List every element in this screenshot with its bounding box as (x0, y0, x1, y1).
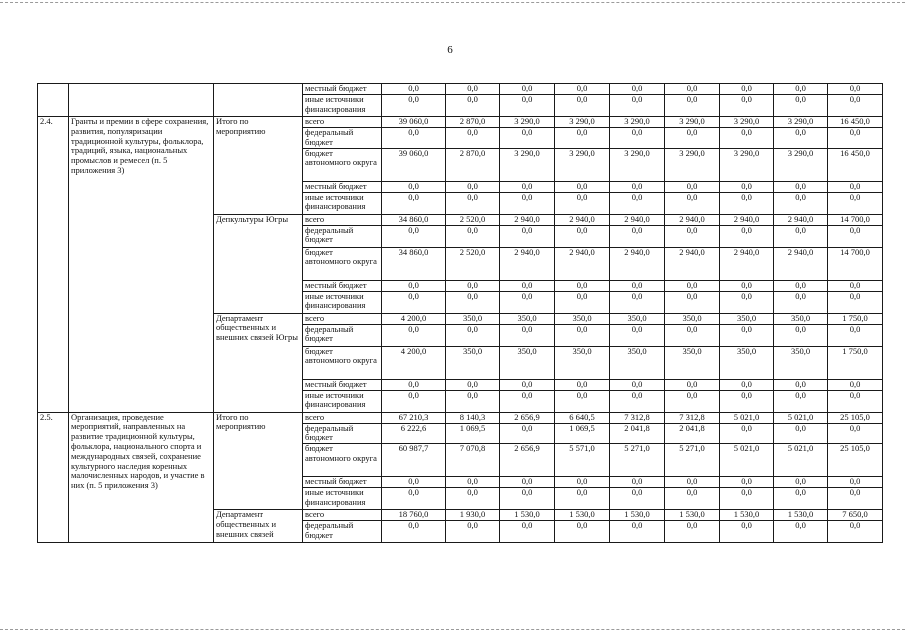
amount-cell: 0,0 (828, 84, 883, 95)
amount-cell: 2 656,9 (500, 444, 555, 477)
amount-cell: 0,0 (774, 84, 828, 95)
amount-cell: 0,0 (774, 128, 828, 149)
amount-cell: 350,0 (774, 313, 828, 324)
amount-cell: 5 021,0 (774, 444, 828, 477)
amount-cell: 5 021,0 (774, 412, 828, 423)
amount-cell: 2 870,0 (446, 148, 500, 181)
amount-cell: 67 210,3 (382, 412, 446, 423)
amount-cell: 0,0 (382, 225, 446, 247)
amount-cell: 0,0 (446, 95, 500, 117)
amount-cell: 0,0 (828, 128, 883, 149)
amount-cell: 0,0 (555, 95, 610, 117)
amount-cell: 0,0 (500, 95, 555, 117)
funding-source-cell: федеральный бюджет (303, 521, 382, 543)
amount-cell: 5 021,0 (720, 412, 774, 423)
amount-cell: 0,0 (555, 84, 610, 95)
amount-cell: 0,0 (610, 521, 665, 543)
funding-source-cell: иные источники финансирования (303, 488, 382, 510)
amount-cell: 0,0 (774, 379, 828, 390)
amount-cell: 0,0 (555, 477, 610, 488)
amount-cell: 0,0 (720, 225, 774, 247)
amount-cell: 4 200,0 (382, 346, 446, 379)
amount-cell: 0,0 (720, 390, 774, 412)
funding-source-cell: иные источники финансирования (303, 95, 382, 117)
table-row (38, 412, 883, 423)
amount-cell: 0,0 (774, 181, 828, 192)
amount-cell: 350,0 (774, 346, 828, 379)
amount-cell: 5 021,0 (720, 444, 774, 477)
amount-cell: 0,0 (774, 192, 828, 214)
amount-cell: 3 290,0 (665, 148, 720, 181)
amount-cell: 0,0 (774, 291, 828, 313)
amount-cell: 0,0 (610, 84, 665, 95)
amount-cell: 16 450,0 (828, 148, 883, 181)
amount-cell: 3 290,0 (665, 117, 720, 128)
amount-cell: 0,0 (610, 477, 665, 488)
amount-cell: 1 530,0 (555, 510, 610, 521)
amount-cell: 0,0 (446, 477, 500, 488)
amount-cell: 350,0 (500, 313, 555, 324)
amount-cell: 0,0 (500, 521, 555, 543)
amount-cell: 0,0 (446, 379, 500, 390)
amount-cell: 1 530,0 (720, 510, 774, 521)
amount-cell: 2 940,0 (665, 247, 720, 280)
amount-cell: 0,0 (720, 477, 774, 488)
amount-cell: 350,0 (610, 313, 665, 324)
amount-cell: 25 105,0 (828, 444, 883, 477)
amount-cell: 0,0 (828, 95, 883, 117)
amount-cell: 0,0 (665, 324, 720, 346)
funding-source-cell: местный бюджет (303, 181, 382, 192)
funding-source-cell: местный бюджет (303, 84, 382, 95)
amount-cell: 0,0 (665, 181, 720, 192)
amount-cell: 0,0 (446, 488, 500, 510)
funding-source-cell: федеральный бюджет (303, 423, 382, 444)
item-number-cell: 2.5. (38, 412, 69, 543)
amount-cell: 16 450,0 (828, 117, 883, 128)
item-number-cell: 2.4. (38, 117, 69, 413)
amount-cell: 0,0 (828, 423, 883, 444)
amount-cell: 2 940,0 (774, 214, 828, 225)
amount-cell: 0,0 (446, 128, 500, 149)
amount-cell: 0,0 (555, 181, 610, 192)
amount-cell: 350,0 (665, 313, 720, 324)
funding-source-cell: бюджет автономного округа (303, 247, 382, 280)
amount-cell: 4 200,0 (382, 313, 446, 324)
amount-cell: 0,0 (555, 128, 610, 149)
amount-cell: 7 650,0 (828, 510, 883, 521)
amount-cell: 1 530,0 (774, 510, 828, 521)
amount-cell: 0,0 (774, 225, 828, 247)
amount-cell: 0,0 (610, 324, 665, 346)
amount-cell: 14 700,0 (828, 247, 883, 280)
amount-cell: 3 290,0 (610, 148, 665, 181)
amount-cell: 0,0 (720, 324, 774, 346)
amount-cell: 0,0 (446, 225, 500, 247)
amount-cell: 1 750,0 (828, 313, 883, 324)
executor-cell: Департамент общественных и внешних связей Югры (214, 313, 303, 412)
amount-cell: 350,0 (610, 346, 665, 379)
amount-cell: 0,0 (610, 95, 665, 117)
funding-source-cell: местный бюджет (303, 280, 382, 291)
scan-edge-top (0, 2, 905, 3)
amount-cell: 0,0 (665, 84, 720, 95)
amount-cell: 1 069,5 (555, 423, 610, 444)
amount-cell: 0,0 (665, 291, 720, 313)
funding-source-cell: бюджет автономного округа (303, 444, 382, 477)
executor-cell: Итого по мероприятию (214, 117, 303, 215)
amount-cell: 5 271,0 (610, 444, 665, 477)
amount-cell: 0,0 (500, 225, 555, 247)
amount-cell: 0,0 (382, 521, 446, 543)
amount-cell: 5 571,0 (555, 444, 610, 477)
amount-cell: 25 105,0 (828, 412, 883, 423)
amount-cell: 2 940,0 (720, 247, 774, 280)
amount-cell: 0,0 (500, 324, 555, 346)
amount-cell: 6 222,6 (382, 423, 446, 444)
amount-cell: 0,0 (382, 128, 446, 149)
amount-cell: 7 312,8 (610, 412, 665, 423)
amount-cell: 2 940,0 (720, 214, 774, 225)
amount-cell: 0,0 (774, 521, 828, 543)
amount-cell: 39 060,0 (382, 148, 446, 181)
funding-source-cell: федеральный бюджет (303, 324, 382, 346)
amount-cell: 0,0 (774, 280, 828, 291)
amount-cell: 0,0 (828, 280, 883, 291)
amount-cell: 2 041,8 (610, 423, 665, 444)
amount-cell: 60 987,7 (382, 444, 446, 477)
amount-cell: 350,0 (555, 313, 610, 324)
funding-source-cell: федеральный бюджет (303, 225, 382, 247)
amount-cell: 2 870,0 (446, 117, 500, 128)
amount-cell: 3 290,0 (774, 148, 828, 181)
amount-cell: 0,0 (446, 192, 500, 214)
amount-cell: 0,0 (500, 192, 555, 214)
amount-cell: 0,0 (665, 95, 720, 117)
amount-cell: 0,0 (665, 225, 720, 247)
amount-cell: 3 290,0 (555, 117, 610, 128)
funding-source-cell: иные источники финансирования (303, 291, 382, 313)
amount-cell: 0,0 (720, 181, 774, 192)
amount-cell: 1 750,0 (828, 346, 883, 379)
amount-cell: 0,0 (555, 390, 610, 412)
amount-cell: 0,0 (500, 488, 555, 510)
amount-cell: 0,0 (828, 192, 883, 214)
amount-cell: 0,0 (774, 390, 828, 412)
amount-cell: 0,0 (382, 488, 446, 510)
amount-cell: 0,0 (446, 521, 500, 543)
amount-cell: 0,0 (382, 192, 446, 214)
amount-cell: 2 520,0 (446, 247, 500, 280)
amount-cell: 0,0 (382, 390, 446, 412)
funding-source-cell: иные источники финансирования (303, 390, 382, 412)
amount-cell: 3 290,0 (500, 117, 555, 128)
amount-cell: 0,0 (500, 84, 555, 95)
amount-cell: 0,0 (774, 488, 828, 510)
amount-cell: 0,0 (774, 423, 828, 444)
amount-cell: 2 940,0 (555, 214, 610, 225)
amount-cell: 0,0 (500, 390, 555, 412)
amount-cell: 0,0 (555, 291, 610, 313)
amount-cell: 0,0 (774, 477, 828, 488)
amount-cell: 0,0 (610, 192, 665, 214)
amount-cell: 0,0 (720, 84, 774, 95)
amount-cell: 0,0 (382, 324, 446, 346)
amount-cell: 0,0 (720, 379, 774, 390)
amount-cell: 14 700,0 (828, 214, 883, 225)
scan-edge-bottom (0, 629, 905, 630)
amount-cell: 0,0 (665, 280, 720, 291)
amount-cell: 0,0 (665, 521, 720, 543)
amount-cell: 0,0 (720, 521, 774, 543)
amount-cell: 0,0 (446, 84, 500, 95)
amount-cell: 0,0 (382, 291, 446, 313)
amount-cell: 2 940,0 (774, 247, 828, 280)
funding-source-cell: иные источники финансирования (303, 192, 382, 214)
amount-cell: 2 520,0 (446, 214, 500, 225)
funding-source-cell: всего (303, 412, 382, 423)
amount-cell: 0,0 (828, 225, 883, 247)
amount-cell: 0,0 (382, 95, 446, 117)
amount-cell: 3 290,0 (774, 117, 828, 128)
amount-cell: 0,0 (610, 280, 665, 291)
amount-cell: 0,0 (500, 291, 555, 313)
amount-cell: 0,0 (382, 181, 446, 192)
amount-cell: 0,0 (446, 324, 500, 346)
amount-cell: 0,0 (500, 423, 555, 444)
funding-source-cell: бюджет автономного округа (303, 346, 382, 379)
executor-cell (214, 84, 303, 117)
amount-cell: 0,0 (828, 477, 883, 488)
executor-cell: Итого по мероприятию (214, 412, 303, 510)
amount-cell: 3 290,0 (500, 148, 555, 181)
amount-cell: 0,0 (500, 128, 555, 149)
amount-cell: 0,0 (828, 181, 883, 192)
amount-cell: 0,0 (446, 291, 500, 313)
amount-cell: 3 290,0 (720, 148, 774, 181)
amount-cell: 0,0 (665, 192, 720, 214)
amount-cell: 0,0 (610, 379, 665, 390)
amount-cell: 0,0 (555, 280, 610, 291)
funding-source-cell: всего (303, 510, 382, 521)
amount-cell: 0,0 (610, 291, 665, 313)
amount-cell: 1 930,0 (446, 510, 500, 521)
amount-cell: 0,0 (555, 521, 610, 543)
amount-cell: 0,0 (382, 84, 446, 95)
amount-cell: 8 140,3 (446, 412, 500, 423)
amount-cell: 3 290,0 (610, 117, 665, 128)
amount-cell: 39 060,0 (382, 117, 446, 128)
amount-cell: 0,0 (382, 477, 446, 488)
amount-cell: 2 940,0 (500, 214, 555, 225)
amount-cell: 350,0 (500, 346, 555, 379)
amount-cell: 18 760,0 (382, 510, 446, 521)
amount-cell: 350,0 (720, 313, 774, 324)
funding-source-cell: всего (303, 117, 382, 128)
amount-cell: 350,0 (665, 346, 720, 379)
amount-cell: 0,0 (446, 390, 500, 412)
amount-cell: 2 940,0 (665, 214, 720, 225)
amount-cell: 0,0 (610, 390, 665, 412)
amount-cell: 350,0 (720, 346, 774, 379)
amount-cell: 0,0 (555, 225, 610, 247)
amount-cell: 3 290,0 (720, 117, 774, 128)
amount-cell: 0,0 (828, 379, 883, 390)
amount-cell: 0,0 (720, 192, 774, 214)
amount-cell: 5 271,0 (665, 444, 720, 477)
amount-cell: 1 530,0 (610, 510, 665, 521)
amount-cell: 3 290,0 (555, 148, 610, 181)
amount-cell: 0,0 (555, 379, 610, 390)
amount-cell: 0,0 (446, 280, 500, 291)
item-number-cell (38, 84, 69, 117)
funding-source-cell: федеральный бюджет (303, 128, 382, 149)
amount-cell: 0,0 (555, 488, 610, 510)
amount-cell: 1 530,0 (500, 510, 555, 521)
amount-cell: 0,0 (382, 280, 446, 291)
amount-cell: 0,0 (665, 390, 720, 412)
amount-cell: 0,0 (665, 379, 720, 390)
amount-cell: 2 041,8 (665, 423, 720, 444)
amount-cell: 0,0 (720, 291, 774, 313)
event-name-cell (69, 84, 214, 117)
amount-cell: 0,0 (382, 379, 446, 390)
amount-cell: 0,0 (828, 324, 883, 346)
amount-cell: 350,0 (555, 346, 610, 379)
amount-cell: 2 940,0 (610, 247, 665, 280)
amount-cell: 34 860,0 (382, 214, 446, 225)
event-name-cell: Организация, проведение мероприятий, направленных на развитие традиционной культуры, фольклора, национального спорта и международных связей, сохранение культурного наследия коренных малочисленных народов, и участие в них (п. 5 приложения 3) (69, 412, 214, 543)
amount-cell: 0,0 (828, 291, 883, 313)
executor-cell: Департамент общественных и внешних связей (214, 510, 303, 543)
page-number: 6 (447, 44, 453, 56)
amount-cell: 0,0 (500, 477, 555, 488)
event-name-cell: Гранты и премии в сфере сохранения, развития, популяризации традиционной культуры, фольклора, традиций, языка, национальных промыслов и ремесел (п. 5 приложения 3) (69, 117, 214, 413)
amount-cell: 0,0 (720, 280, 774, 291)
amount-cell: 0,0 (500, 379, 555, 390)
amount-cell: 0,0 (446, 181, 500, 192)
amount-cell: 0,0 (610, 225, 665, 247)
funding-source-cell: всего (303, 313, 382, 324)
table-row (38, 117, 883, 128)
amount-cell: 0,0 (774, 95, 828, 117)
amount-cell: 0,0 (720, 128, 774, 149)
amount-cell: 0,0 (828, 521, 883, 543)
budget-table (37, 83, 883, 543)
table-row (38, 84, 883, 95)
amount-cell: 2 656,9 (500, 412, 555, 423)
amount-cell: 2 940,0 (555, 247, 610, 280)
amount-cell: 34 860,0 (382, 247, 446, 280)
amount-cell: 350,0 (446, 346, 500, 379)
amount-cell: 0,0 (828, 488, 883, 510)
amount-cell: 0,0 (500, 181, 555, 192)
amount-cell: 0,0 (555, 192, 610, 214)
amount-cell: 7 312,8 (665, 412, 720, 423)
amount-cell: 0,0 (500, 280, 555, 291)
amount-cell: 7 070,8 (446, 444, 500, 477)
amount-cell: 1 530,0 (665, 510, 720, 521)
amount-cell: 2 940,0 (610, 214, 665, 225)
amount-cell: 0,0 (610, 181, 665, 192)
amount-cell: 6 640,5 (555, 412, 610, 423)
amount-cell: 0,0 (720, 423, 774, 444)
funding-source-cell: местный бюджет (303, 477, 382, 488)
amount-cell: 2 940,0 (500, 247, 555, 280)
amount-cell: 0,0 (828, 390, 883, 412)
amount-cell: 0,0 (720, 95, 774, 117)
executor-cell: Депкультуры Югры (214, 214, 303, 313)
amount-cell: 0,0 (665, 128, 720, 149)
amount-cell: 0,0 (720, 488, 774, 510)
amount-cell: 0,0 (555, 324, 610, 346)
funding-source-cell: местный бюджет (303, 379, 382, 390)
amount-cell: 0,0 (665, 488, 720, 510)
amount-cell: 0,0 (774, 324, 828, 346)
amount-cell: 0,0 (665, 477, 720, 488)
amount-cell: 1 069,5 (446, 423, 500, 444)
funding-source-cell: всего (303, 214, 382, 225)
amount-cell: 0,0 (610, 128, 665, 149)
amount-cell: 350,0 (446, 313, 500, 324)
amount-cell: 0,0 (610, 488, 665, 510)
funding-source-cell: бюджет автономного округа (303, 148, 382, 181)
